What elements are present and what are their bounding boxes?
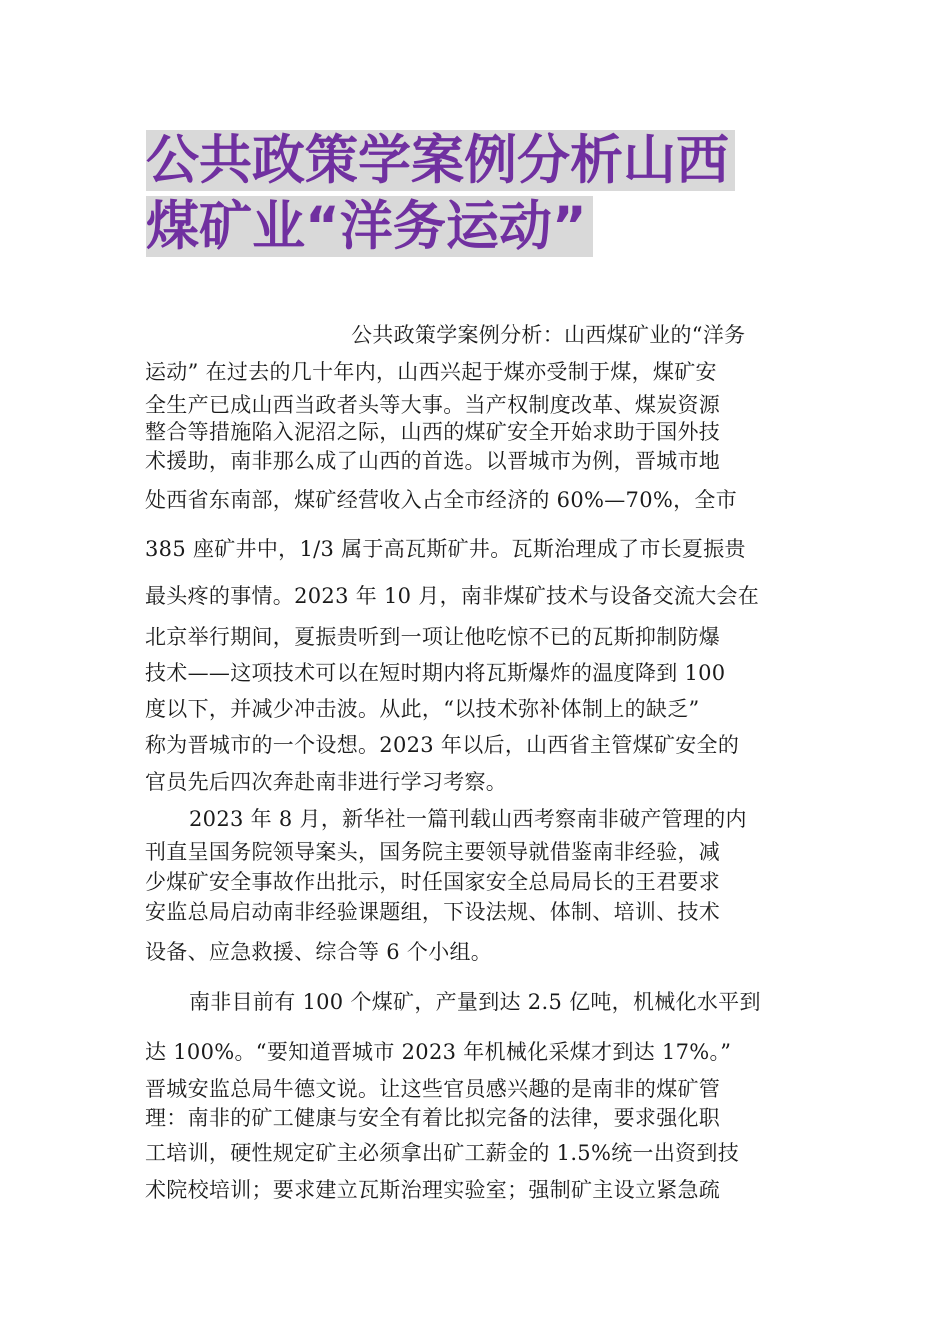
text-line: 少煤矿安全事故作出批示，时任国家安全总局局长的王君要求 <box>145 870 721 894</box>
text-line: 官员先后四次奔赴南非进行学习考察。 <box>145 770 508 794</box>
text-line: 最头疼的事情。2023 年 10 月，南非煤矿技术与设备交流大会在 <box>145 584 760 608</box>
text-line: 度以下，并减少冲击波。从此，“以技术弥补体制上的缺乏” <box>145 697 700 721</box>
text-line: 2023 年 8 月，新华社一篇刊载山西考察南非破产管理的内 <box>189 807 747 831</box>
title-text-1: 公共政策学案例分析山西 <box>146 130 735 191</box>
text-line: 处西省东南部，煤矿经营收入占全市经济的 60%—70%，全市 <box>145 488 738 512</box>
title-text-2: 煤矿业“洋务运动” <box>146 196 593 257</box>
title-line <box>146 128 811 194</box>
text-line: 北京举行期间，夏振贵听到一项让他吃惊不已的瓦斯抑制防爆 <box>145 625 721 649</box>
text-line: 理：南非的矿工健康与安全有着比拟完备的法律，要求强化职 <box>145 1106 721 1130</box>
document-title <box>146 128 811 260</box>
text-line: 称为晋城市的一个设想。2023 年以后，山西省主管煤矿安全的 <box>145 733 740 757</box>
text-line: 晋城安监总局牛德文说。让这些官员感兴趣的是南非的煤矿管 <box>145 1077 721 1101</box>
text-line: 南非目前有 100 个煤矿，产量到达 2.5 亿吨，机械化水平到 <box>189 990 761 1014</box>
text-line: 技术——这项技术可以在短时期内将瓦斯爆炸的温度降到 100 <box>145 661 726 685</box>
text-line: 术援助，南非那么成了山西的首选。以晋城市为例，晋城市地 <box>145 449 721 473</box>
text-line: 达 100%。“要知道晋城市 2023 年机械化采煤才到达 17%。” <box>145 1040 732 1064</box>
text-line: 术院校培训；要求建立瓦斯治理实验室；强制矿主设立紧急疏 <box>145 1178 721 1202</box>
text-line: 设备、应急救援、综合等 6 个小组。 <box>145 940 493 964</box>
text-line: 运动” 在过去的几十年内，山西兴起于煤亦受制于煤，煤矿安 <box>145 360 717 384</box>
text-line: 整合等措施陷入泥沼之际，山西的煤矿安全开始求助于国外技 <box>145 420 721 444</box>
text-line: 工培训，硬性规定矿主必须拿出矿工薪金的 1.5%统一出资到技 <box>145 1141 740 1165</box>
text-line: 公共政策学案例分析：山西煤矿业的“洋务 <box>351 323 746 347</box>
text-line: 安监总局启动南非经验课题组，下设法规、体制、培训、技术 <box>145 900 721 924</box>
body-text <box>145 317 810 1208</box>
text-line: 385 座矿井中，1/3 属于高瓦斯矿井。瓦斯治理成了市长夏振贵 <box>145 537 746 561</box>
text-line: 全生产已成山西当政者头等大事。当产权制度改革、煤炭资源 <box>145 393 721 417</box>
text-line: 刊直呈国务院领导案头，国务院主要领导就借鉴南非经验，减 <box>145 840 721 864</box>
title-line <box>146 194 811 260</box>
